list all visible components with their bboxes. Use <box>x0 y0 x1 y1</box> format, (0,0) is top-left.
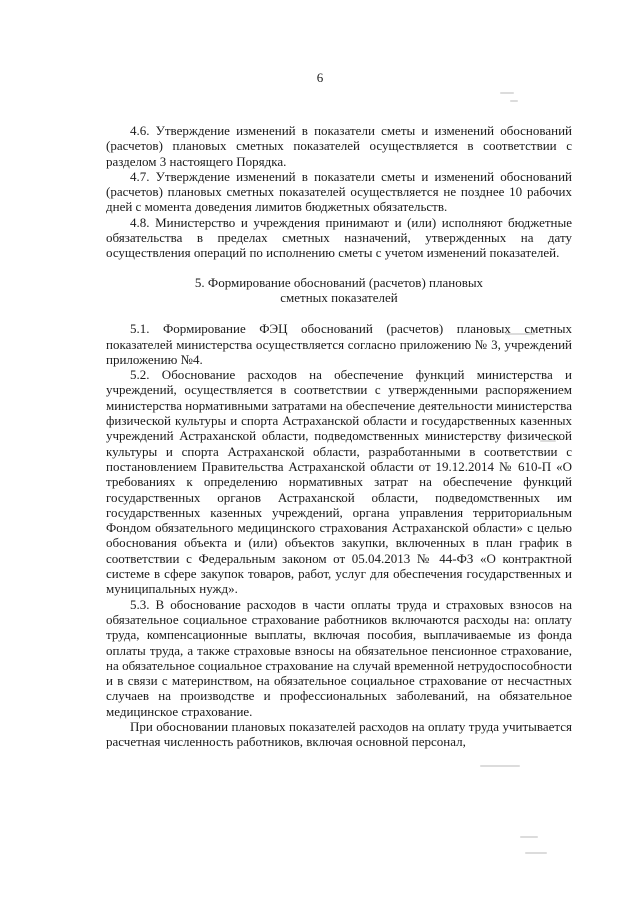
scan-speck <box>560 345 570 347</box>
document-body <box>106 123 572 750</box>
section-heading <box>106 275 572 306</box>
scan-speck <box>510 100 518 102</box>
scan-speck <box>480 765 520 767</box>
scan-speck <box>520 836 538 838</box>
section-heading-line-2: сметных показателей <box>280 289 398 305</box>
paragraph-5-1: 5.1. Формирование ФЭЦ обоснований (расчетов) плановых сметных показателей министерства осуществляется согласно приложению № 3, учреждений приложению №4. <box>106 321 572 367</box>
paragraph-4-8: 4.8. Министерство и учреждения принимают и (или) исполняют бюджетные обязательства в пределах сметных назначений, утвержденных на дату осуществления операций по исполнению сметы с учетом изменений показателей. <box>106 214 572 261</box>
scan-speck <box>540 440 556 442</box>
section-heading-line-1: 5. Формирование обоснований (расчетов) плановых <box>194 274 484 290</box>
page-number: 6 <box>316 70 324 85</box>
scan-speck <box>525 852 547 854</box>
paragraph-salary-planning: При обосновании плановых показателей расходов на оплату труда учитывается расчетная численность работников, включая основной персонал, <box>106 718 572 750</box>
scan-speck <box>500 92 514 94</box>
paragraph-4-6: 4.6. Утверждение изменений в показатели сметы и изменений обоснований (расчетов) плановых сметных показателей осуществляется в соответствии с разделом 3 настоящего Порядка. <box>106 123 572 169</box>
paragraph-4-7: 4.7. Утверждение изменений в показатели сметы и изменений обоснований (расчетов) плановых сметных показателей осуществляется не позднее 10 рабочих дней с момента доведения лимитов бюджетных обязательств. <box>106 168 572 215</box>
paragraph-5-2: 5.2. Обоснование расходов на обеспечение функций министерства и учреждений, осуществляется в соответствии с утвержденными распоряжением министерства нормативными затратами на обеспечение деятельности министерства физической культуры и спорта Астраханской области и государственных казенных учреждений Астраханской области, подведомственных министерству физической культуры и спорта Астраханской области, разработанными в соответствии с постановлением Правительства Астраханской области от 19.12.2014 № 610-П «О требованиях к определению нормативных затрат на обеспечение функций государственных органов Астраханской области, подведомственных им государственных казенных учреждений, органа управления территориальным Фондом обязательного медицинского страхования Астраханской области» с целью обоснования объекта и (или) объектов закупки, включенных в план график в соответствии с Федеральным законом от 05.04.2013 № 44-ФЗ «О контрактной системе в сфере закупок товаров, работ, услуг для обеспечения государственных и муниципальных нужд». <box>106 367 572 597</box>
paragraph-5-3: 5.3. В обоснование расходов в части оплаты труда и страховых взносов на обязательное социальное страхование работников включаются расходы на: оплату труда, компенсационные выплаты, включая пособия, выплачиваемые из фонда оплаты труда, а также страховые взносы на обязательное пенсионное страхование, на обязательное социальное страхование на случай временной нетрудоспособности и в связи с материнством, на обязательное социальное страхование от несчастных случаев на производстве и профессиональных заболеваний, на обязательное медицинское страхование. <box>106 596 572 719</box>
scan-speck <box>505 333 535 335</box>
